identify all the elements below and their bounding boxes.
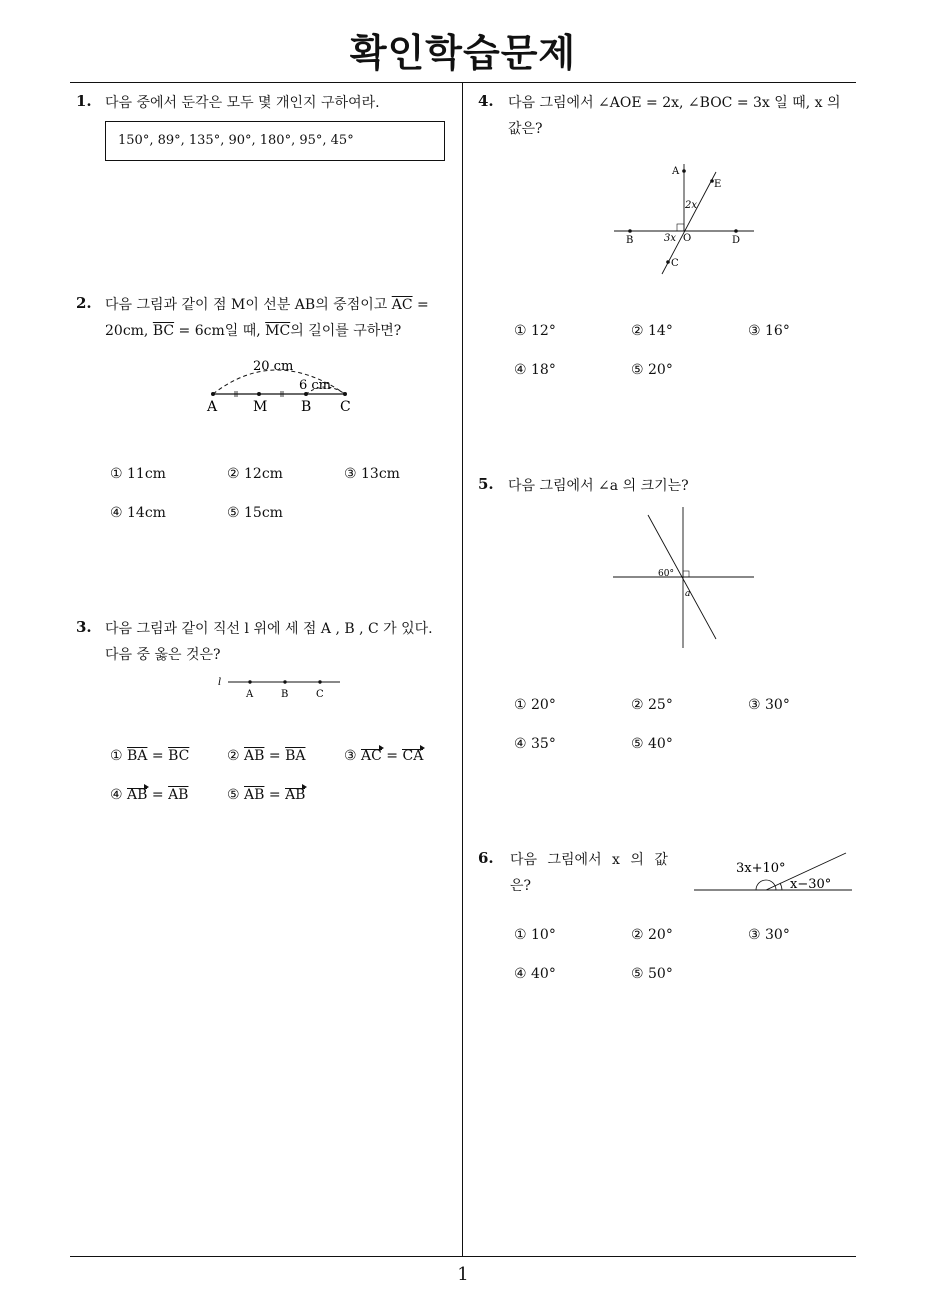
segment-mc: $\overline{MC}$ (265, 323, 291, 339)
question-number: 1. (76, 92, 92, 110)
choice-5[interactable]: ⑤ 40° (631, 736, 673, 752)
choice-3[interactable]: ③ 30° (748, 697, 790, 713)
label-x-minus-30: x−30° (790, 877, 832, 892)
text: 의 길이를 구하면? (290, 323, 402, 339)
choice-2[interactable]: ② 12cm (227, 466, 283, 482)
label-m: M (253, 399, 268, 415)
choice-2[interactable]: ② 20° (631, 927, 673, 943)
choice-3[interactable] (344, 748, 423, 764)
label-a: A (246, 689, 254, 700)
choice-1[interactable] (110, 748, 189, 764)
label-c: C (340, 399, 351, 415)
text: = (412, 297, 429, 313)
label-60: 60° (658, 569, 674, 579)
choice-5[interactable] (227, 787, 305, 803)
label-c: C (671, 258, 679, 269)
page-title: 확인학습문제 (349, 31, 577, 75)
choice-number: ② (227, 748, 240, 764)
ray-ab: AB (285, 787, 306, 803)
choice-3[interactable]: ③ 30° (748, 927, 790, 943)
segment-ab: $\overline{AB}$ (168, 787, 189, 803)
label-b: B (626, 235, 634, 246)
choice-1[interactable]: ① 11cm (110, 466, 166, 482)
text: 20cm, (105, 323, 153, 339)
angle-figure (690, 848, 856, 896)
segment-bc: $\overline{BC}$ (152, 323, 175, 339)
choice-number: ⑤ (227, 787, 240, 803)
question-number: 3. (76, 618, 92, 636)
choice-number: ④ (110, 787, 123, 803)
equals: = (151, 748, 164, 764)
question-text: 다음 중에서 둔각은 모두 몇 개인지 구하여라. (105, 95, 380, 111)
angle-figure (610, 505, 758, 650)
label-e: E (714, 179, 722, 190)
choice-3[interactable]: ③ 13cm (344, 466, 400, 482)
choice-1[interactable]: ① 10° (514, 927, 556, 943)
label-d: D (732, 235, 741, 246)
question-text-line1: 다음 그림에서 x 의 값 (510, 852, 668, 868)
question-text-line2: 은? (510, 878, 532, 894)
question-text-line1: 다음 그림과 같이 직선 l 위에 세 점 A , B , C 가 있다. (105, 621, 433, 637)
line-figure (214, 672, 346, 702)
choice-2[interactable]: ② 14° (631, 323, 673, 339)
segment-figure (195, 352, 365, 420)
ray-ac: AC (361, 748, 382, 764)
segment-ba: $\overline{BA}$ (285, 748, 306, 764)
choice-4[interactable]: ④ 14cm (110, 505, 166, 521)
point-c (666, 260, 670, 264)
equals: = (151, 787, 164, 803)
page-number: 1 (457, 1264, 469, 1285)
choice-2[interactable] (227, 748, 305, 764)
choice-4[interactable]: ④ 18° (514, 362, 556, 378)
question-text-line1 (105, 292, 429, 318)
label-a: A (207, 399, 218, 415)
label-b: B (301, 399, 312, 415)
ray-ab: AB (127, 787, 148, 803)
question-text-line1: 다음 그림에서 ∠AOE = 2x, ∠BOC = 3x 일 때, x 의 (508, 95, 841, 111)
choice-3[interactable]: ③ 16° (748, 323, 790, 339)
choice-5[interactable]: ⑤ 50° (631, 966, 673, 982)
segment-ac: $\overline{AC}$ (391, 297, 413, 313)
segment-ab: $\overline{AB}$ (244, 748, 265, 764)
angle-list-box: 150°, 89°, 135°, 90°, 180°, 95°, 45° (105, 121, 445, 161)
equals: = (268, 787, 281, 803)
point-m (257, 392, 261, 396)
label-c: C (316, 689, 324, 700)
choice-1[interactable]: ① 12° (514, 323, 556, 339)
choice-4[interactable]: ④ 40° (514, 966, 556, 982)
label-b: B (281, 689, 289, 700)
right-angle-mark (683, 571, 689, 577)
column-divider (462, 82, 463, 1257)
choice-2[interactable]: ② 25° (631, 697, 673, 713)
label-a: A (672, 166, 680, 177)
right-angle-mark (677, 224, 684, 231)
question-number: 4. (478, 92, 494, 110)
choice-1[interactable]: ① 20° (514, 697, 556, 713)
bottom-rule (70, 1256, 856, 1257)
point-a (682, 169, 686, 173)
point-d (734, 229, 738, 233)
choice-number: ③ (344, 748, 357, 764)
angle-figure (610, 152, 758, 278)
label-o: O (683, 233, 692, 244)
label-l: l (218, 677, 222, 688)
segment-bc: $\overline{BC}$ (168, 748, 190, 764)
point-a (248, 680, 251, 683)
text: = 6cm일 때, (174, 323, 266, 339)
question-text-line2 (105, 318, 401, 344)
label-6cm: 6 cm (299, 378, 332, 393)
arc-right-angle (780, 883, 782, 890)
label-a: a (685, 589, 691, 599)
choice-5[interactable]: ⑤ 15cm (227, 505, 283, 521)
question-text-line2: 다음 중 옳은 것은? (105, 647, 221, 663)
label-20cm: 20 cm (253, 359, 294, 374)
point-a (211, 392, 215, 396)
point-b (628, 229, 632, 233)
ray-ca: CA (402, 748, 424, 764)
text: 다음 그림과 같이 점 M이 선분 AB의 중점이고 (105, 297, 392, 313)
top-rule (70, 82, 856, 83)
arc-left-angle (756, 880, 776, 890)
point-b (283, 680, 286, 683)
equals: = (268, 748, 281, 764)
question-text-line2: 값은? (508, 121, 543, 137)
segment-ba: $\overline{BA}$ (127, 748, 148, 764)
label-3x-plus-10: 3x+10° (736, 861, 786, 876)
segment-ab: $\overline{AB}$ (244, 787, 265, 803)
choice-4[interactable] (110, 787, 188, 803)
question-number: 6. (478, 849, 494, 867)
label-3x: 3x (664, 233, 677, 244)
question-number: 5. (478, 475, 494, 493)
question-number: 2. (76, 294, 92, 312)
choice-4[interactable]: ④ 35° (514, 736, 556, 752)
choice-number: ① (110, 748, 123, 764)
equals: = (386, 748, 399, 764)
choice-5[interactable]: ⑤ 20° (631, 362, 673, 378)
label-2x: 2x (685, 200, 698, 211)
point-c (343, 392, 347, 396)
question-text: 다음 그림에서 ∠a 의 크기는? (508, 478, 689, 494)
point-c (318, 680, 321, 683)
